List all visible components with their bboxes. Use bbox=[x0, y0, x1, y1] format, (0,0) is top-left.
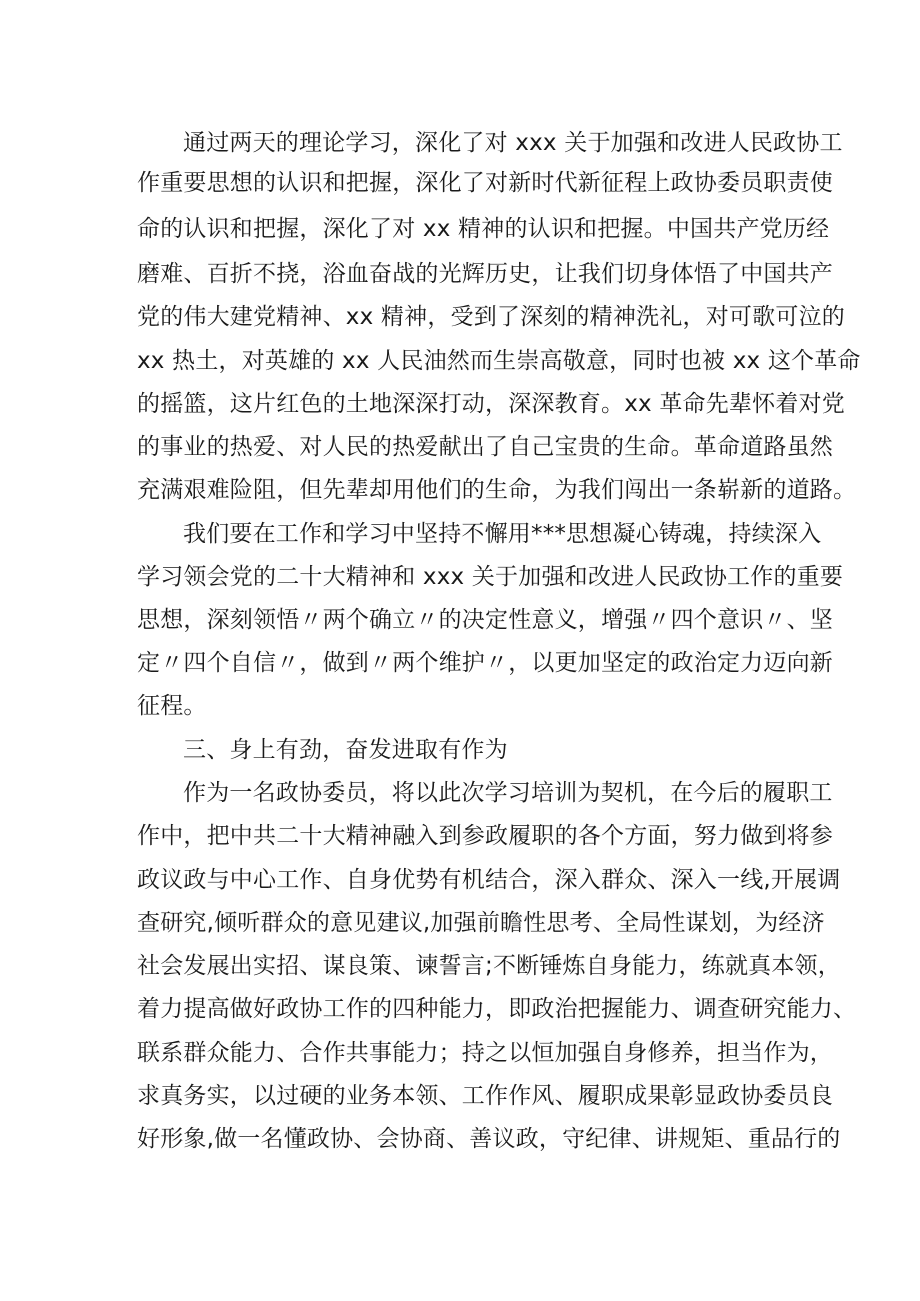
section-heading: 三、身上有劲，奋发进取有作为 bbox=[183, 737, 508, 763]
paragraph-1-line-7: 的摇篮，这片红色的土地深深打动，深深教育。xx 革命先辈怀着对党 bbox=[137, 391, 845, 417]
paragraph-2-line-5: 征程。 bbox=[137, 693, 207, 719]
paragraph-1-line-5: 党的伟大建党精神、xx 精神，受到了深刻的精神洗礼，对可歌可泣的 bbox=[137, 304, 845, 330]
paragraph-3-line-3: 政议政与中心工作、自身优势有机结合，深入群众、深入一线,开展调 bbox=[137, 867, 841, 893]
paragraph-3-line-5: 社会发展出实招、谋良策、谏誓言;不断锤炼自身能力，练就真本领， bbox=[137, 953, 841, 979]
paragraph-1-line-4: 磨难、百折不挠，浴血奋战的光辉历史，让我们切身体悟了中国共产 bbox=[137, 261, 833, 287]
paragraph-1-line-1: 通过两天的理论学习，深化了对 xxx 关于加强和改进人民政协工 bbox=[183, 130, 843, 156]
paragraph-1-line-9: 充满艰难险阻，但先辈却用他们的生命，为我们闯出一条崭新的道路。 bbox=[137, 477, 857, 503]
paragraph-3-line-6: 着力提高做好政协工作的四种能力，即政治把握能力、调查研究能力、 bbox=[137, 996, 857, 1022]
paragraph-3-line-8: 求真务实，以过硬的业务本领、工作作风、履职成果彰显政协委员良 bbox=[137, 1083, 833, 1109]
paragraph-1-line-6: xx 热土，对英雄的 xx 人民油然而生崇高敬意，同时也被 xx 这个革命 bbox=[137, 348, 861, 374]
paragraph-1-line-3: 命的认识和把握，深化了对 xx 精神的认识和把握。中国共产党历经 bbox=[137, 216, 830, 242]
paragraph-3-line-4: 查研究,倾听群众的意见建议,加强前瞻性思考、全局性谋划，为经济 bbox=[137, 910, 825, 936]
paragraph-3-line-9: 好形象,做一名懂政协、会协商、善议政，守纪律、讲规矩、重品行的 bbox=[137, 1126, 841, 1152]
paragraph-3-line-1: 作为一名政协委员，将以此次学习培训为契机，在今后的履职工 bbox=[183, 780, 833, 806]
paragraph-2-line-3: 思想，深刻领悟〃两个确立〃的决定性意义，增强〃四个意识〃、坚 bbox=[137, 607, 833, 633]
paragraph-2-line-1: 我们要在工作和学习中坚持不懈用***思想凝心铸魂，持续深入 bbox=[183, 521, 822, 547]
paragraph-1-line-8: 的事业的热爱、对人民的热爱献出了自己宝贵的生命。革命道路虽然 bbox=[137, 434, 833, 460]
paragraph-2-line-4: 定〃四个自信〃，做到〃两个维护〃，以更加坚定的政治定力迈向新 bbox=[137, 650, 833, 676]
paragraph-3-line-2: 作中，把中共二十大精神融入到参政履职的各个方面，努力做到将参 bbox=[137, 823, 833, 849]
paragraph-2-line-2: 学习领会党的二十大精神和 xxx 关于加强和改进人民政协工作的重要 bbox=[137, 564, 844, 590]
paragraph-1-line-2: 作重要思想的认识和把握，深化了对新时代新征程上政协委员职责使 bbox=[137, 170, 833, 196]
paragraph-3-line-7: 联系群众能力、合作共事能力；持之以恒加强自身修养，担当作为， bbox=[137, 1040, 833, 1066]
